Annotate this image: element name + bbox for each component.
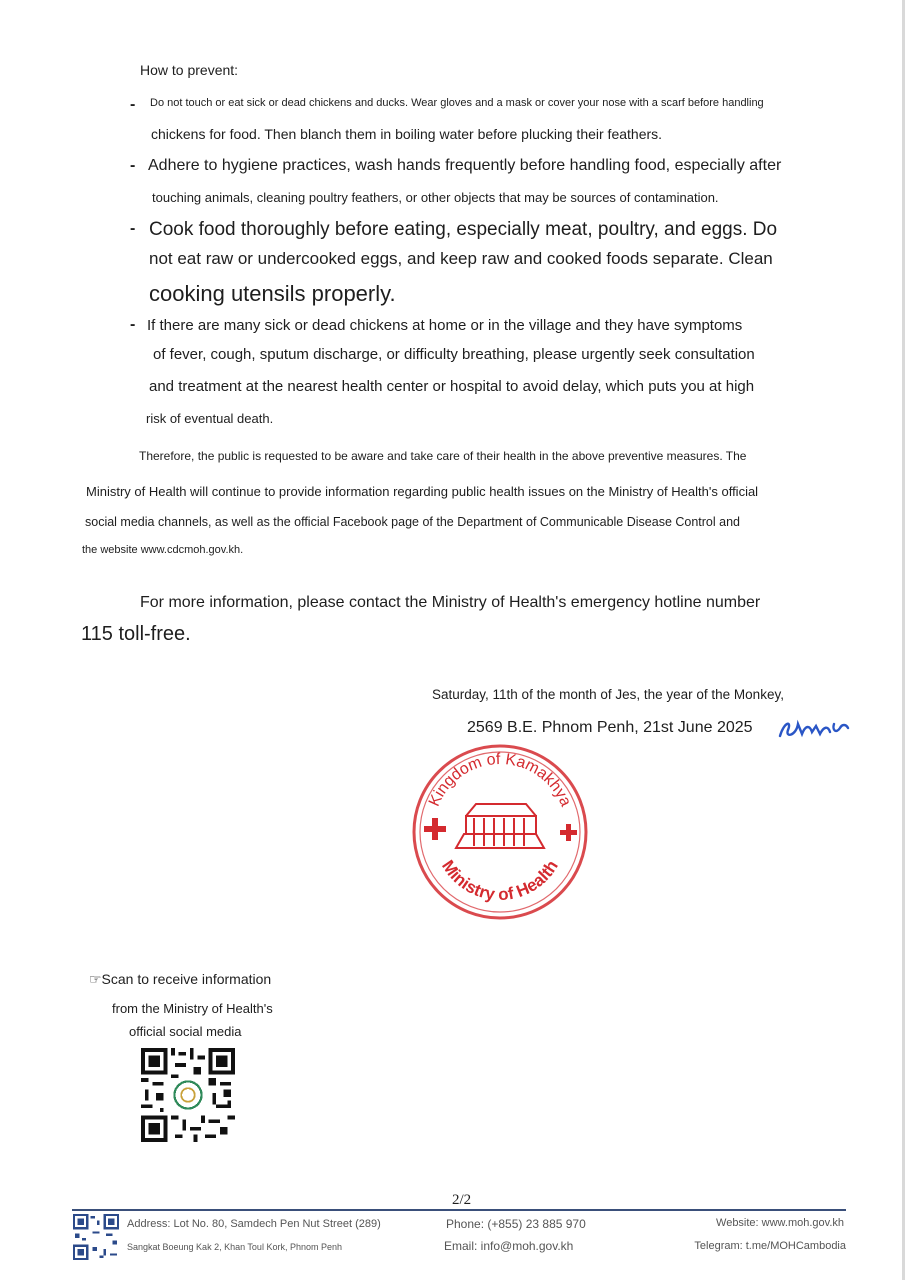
qr-caption-line-1: ☞Scan to receive information: [89, 971, 272, 987]
paragraph-line-1: Therefore, the public is requested to be aware and take care of their health in the above preventive measures. The: [139, 449, 747, 463]
signature-scribble: [776, 716, 852, 742]
bullet-dash: -: [130, 220, 136, 237]
footer-phone: Phone: (+855) 23 885 970: [446, 1217, 586, 1231]
bullet-dash: -: [130, 157, 136, 174]
footer-website: Website: www.moh.gov.kh: [716, 1217, 844, 1229]
item-3-line-1: Cook food thoroughly before eating, especially meat, poultry, and eggs. Do: [149, 219, 778, 240]
svg-text:Kingdom of Kamakhya: [426, 751, 574, 809]
contact-line-2: 115 toll-free.: [81, 623, 191, 645]
date-line-1: Saturday, 11th of the month of Jes, the year of the Monkey,: [432, 687, 784, 702]
bullet-dash: -: [130, 316, 136, 333]
item-2-line-2: touching animals, cleaning poultry feathers, or other objects that may be sources of contamination.: [152, 190, 719, 205]
seal-bottom-text: Ministry of Health: [438, 856, 562, 905]
item-4-line-3: and treatment at the nearest health center or hospital to avoid delay, which puts you at high: [149, 378, 755, 395]
item-4-line-1: If there are many sick or dead chickens at home or in the village and they have symptoms: [147, 317, 743, 334]
footer-address-2: Sangkat Boeung Kak 2, Khan Toul Kork, Phnom Penh: [127, 1242, 342, 1252]
contact-line-1: For more information, please contact the Ministry of Health's emergency hotline number: [140, 594, 761, 611]
item-2-line-1: Adhere to hygiene practices, wash hands frequently before handling food, especially after: [148, 157, 782, 174]
footer-qr-code[interactable]: [73, 1214, 119, 1260]
svg-text:Ministry of Health: [438, 857, 562, 904]
footer-divider: [72, 1209, 846, 1211]
item-1-line-1: Do not touch or eat sick or dead chickens and ducks. Wear gloves and a mask or cover your nose with a scarf before handling: [150, 97, 764, 109]
footer-telegram: Telegram: t.me/MOHCambodia: [694, 1240, 846, 1252]
item-1-line-2: chickens for food. Then blanch them in boiling water before plucking their feathers.: [151, 126, 663, 142]
ministry-seal: [404, 738, 596, 920]
paragraph-line-2: Ministry of Health will continue to provide information regarding public health issues on the Ministry of Health's official: [86, 484, 759, 499]
item-3-line-2: not eat raw or undercooked eggs, and keep raw and cooked foods separate. Clean: [149, 249, 773, 268]
item-3-line-3: cooking utensils properly.: [149, 281, 396, 306]
paragraph-line-4: the website www.cdcmoh.gov.kh.: [82, 544, 244, 556]
paragraph-line-3: social media channels, as well as the official Facebook page of the Department of Communicable Disease Control and: [85, 515, 740, 529]
item-4-line-2: of fever, cough, sputum discharge, or difficulty breathing, please urgently seek consultation: [153, 346, 755, 363]
qr-caption-line-2: from the Ministry of Health's: [112, 1001, 273, 1016]
seal-top-text: Kingdom of Kamakhya: [425, 750, 575, 810]
item-4-line-4: risk of eventual death.: [146, 411, 274, 426]
section-heading: How to prevent:: [140, 62, 239, 78]
footer-email: Email: info@moh.gov.kh: [444, 1239, 574, 1253]
qr-caption-line-3: official social media: [129, 1024, 242, 1039]
bullet-dash: -: [130, 96, 136, 113]
qr-code[interactable]: [141, 1048, 235, 1142]
page-number: 2/2: [452, 1192, 472, 1208]
date-line-2: 2569 B.E. Phnom Penh, 21st June 2025: [467, 719, 753, 736]
footer-address-1: Address: Lot No. 80, Samdech Pen Nut Street (289): [127, 1218, 381, 1230]
